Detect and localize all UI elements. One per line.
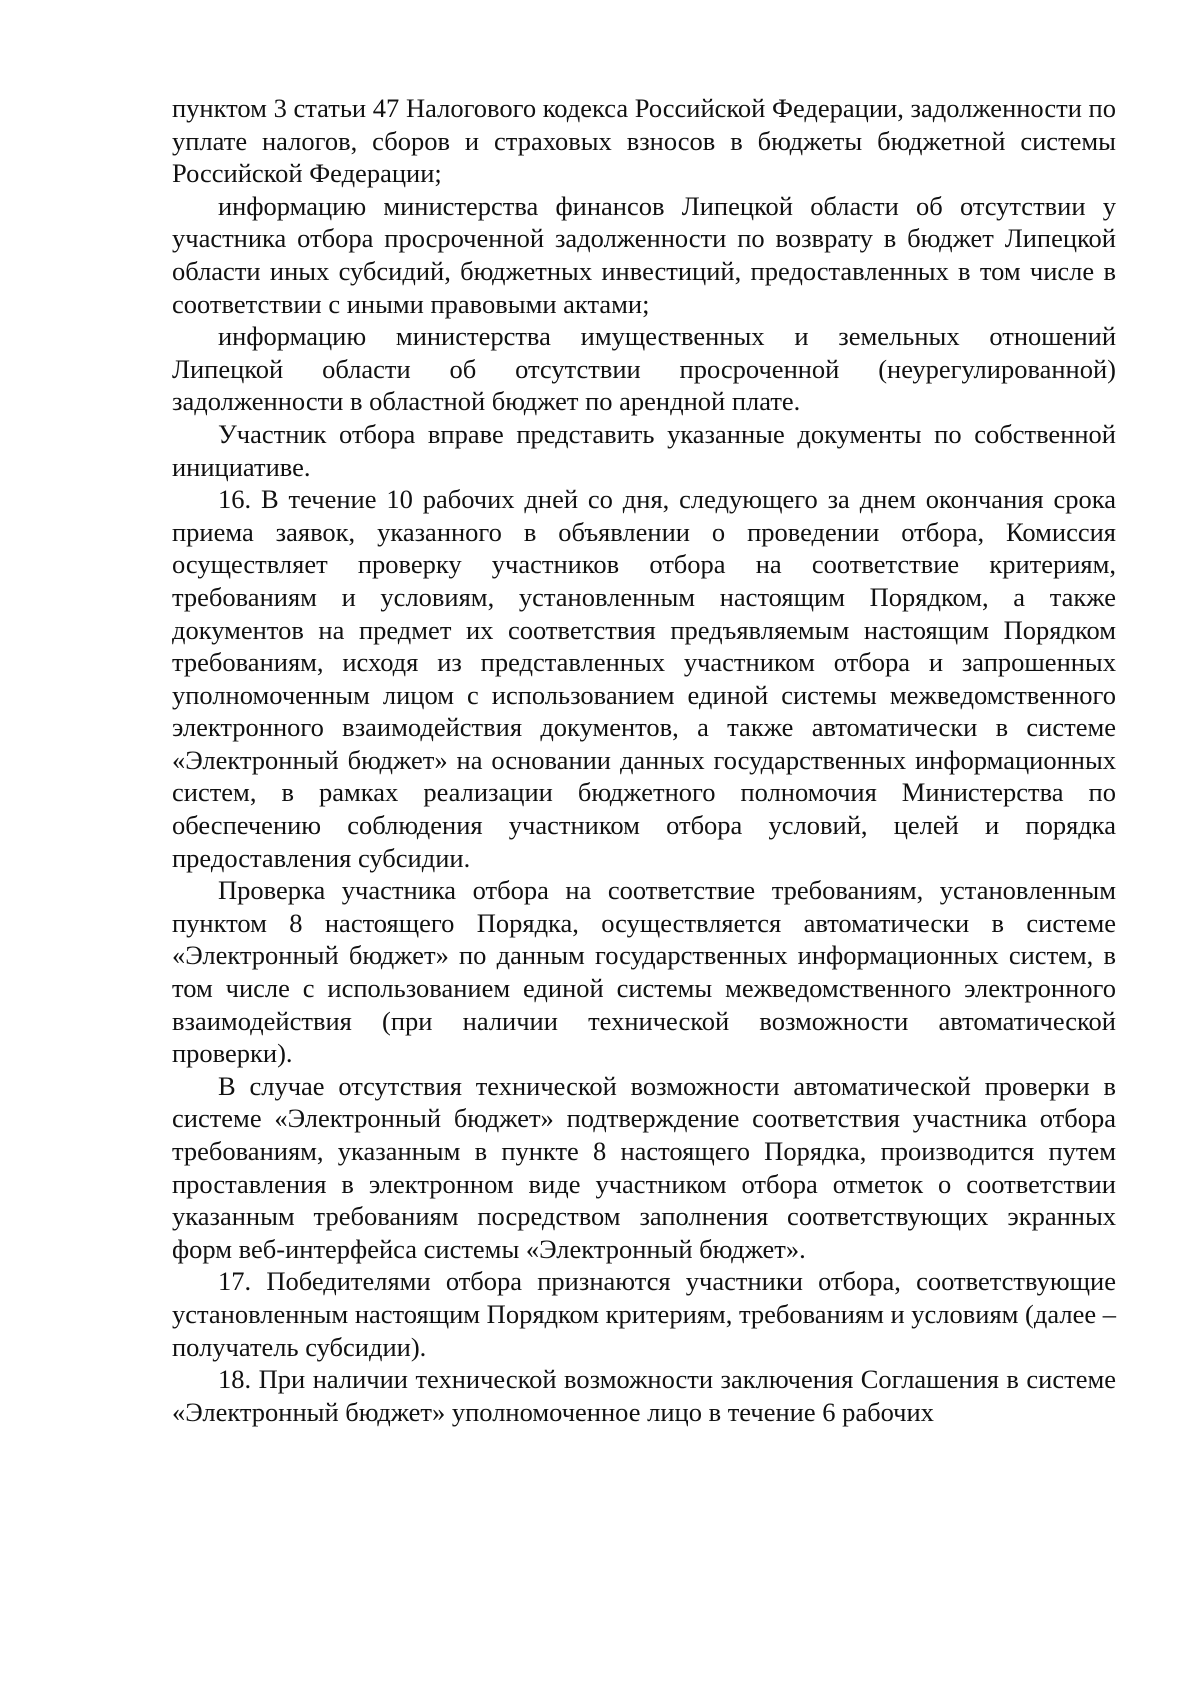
paragraph-property-ministry-info: информацию министерства имущественных и земельных отношений Липецкой области об отсутствии просроченной (неурегулированной) задолженности в областной бюджет по арендной плате. [172, 321, 1116, 417]
paragraph-manual-confirmation: В случае отсутствия технической возможности автоматической проверки в системе «Электронный бюджет» подтверждение соответствия участника отбора требованиям, указанным в пункте 8 настоящего Порядка, производится путем проставления в электронном виде участником отбора отметок о соответствии указанным требованиям посредством заполнения соответствующих экранных форм веб-интерфейса системы «Электронный бюджет». [172, 1070, 1116, 1264]
paragraph-own-initiative: Участник отбора вправе представить указанные документы по собственной инициативе. [172, 418, 1116, 482]
paragraph-clause-17: 17. Победителями отбора признаются участники отбора, соответствующие установленным настоящим Порядком критериям, требованиям и условиям (далее – получатель субсидии). [172, 1266, 1116, 1362]
paragraph-clause-18: 18. При наличии технической возможности заключения Соглашения в системе «Электронный бюджет» уполномоченное лицо в течение 6 рабочих [172, 1364, 1116, 1427]
paragraph-finance-ministry-info: информацию министерства финансов Липецкой области об отсутствии у участника отбора просроченной задолженности по возврату в бюджет Липецкой области иных субсидий, бюджетных инвестиций, предоставленных в том числе в соответствии с иными правовыми актами; [172, 190, 1116, 319]
document-body [172, 92, 1116, 1428]
paragraph-clause-16: 16. В течение 10 рабочих дней со дня, следующего за днем окончания срока приема заявок, указанного в объявлении о проведении отбора, Комиссия осуществляет проверку участников отбора на соответствие критериям, требованиям и условиям, установленным настоящим Порядком, а также документов на предмет их соответствия предъявляемым настоящим Порядком требованиям, исходя из представленных участником отбора и запрошенных уполномоченным лицом с использованием единой системы межведомственного электронного взаимодействия документов, а также автоматически в системе «Электронный бюджет» на основании данных государственных информационных систем, в рамках реализации бюджетного полномочия Министерства по обеспечению соблюдения участником отбора условий, целей и порядка предоставления субсидии. [172, 484, 1116, 873]
paragraph-continuation: пунктом 3 статьи 47 Налогового кодекса Российской Федерации, задолженности по уплате налогов, сборов и страховых взносов в бюджеты бюджетной системы Российской Федерации; [172, 93, 1116, 189]
paragraph-automatic-check: Проверка участника отбора на соответствие требованиям, установленным пунктом 8 настоящего Порядка, осуществляется автоматически в системе «Электронный бюджет» по данным государственных информационных систем, в том числе с использованием единой системы межведомственного электронного взаимодействия (при наличии технической возможности автоматической проверки). [172, 875, 1116, 1069]
